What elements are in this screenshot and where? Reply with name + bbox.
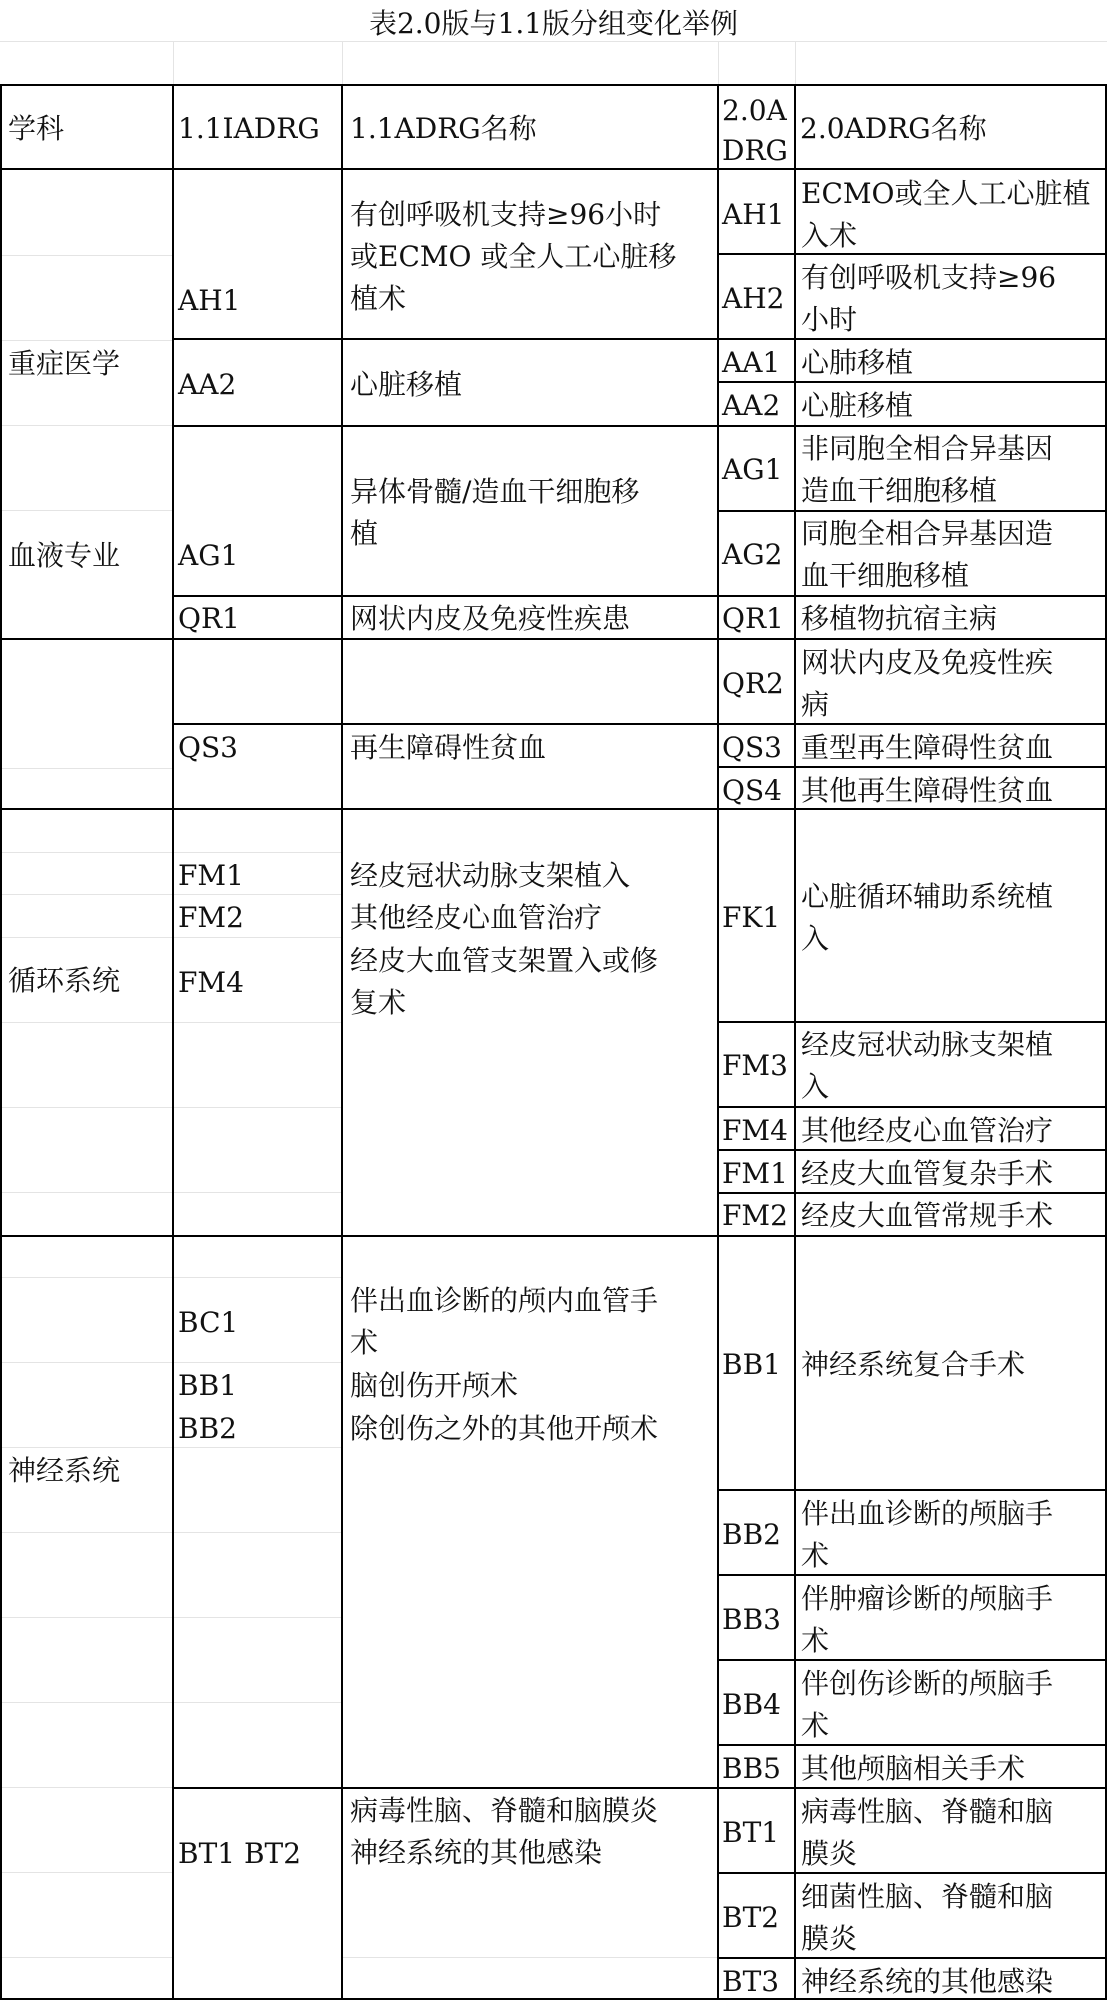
v11-name: 心脏移植 xyxy=(350,368,463,401)
v11-code: AH1 xyxy=(178,284,241,317)
v20-code: QS3 xyxy=(722,731,782,764)
v20-code: BB2 xyxy=(722,1518,781,1551)
v20-code: BB5 xyxy=(722,1752,781,1785)
header-v11-name: 1.1ADRG名称 xyxy=(350,112,537,145)
header-v20-name: 2.0ADRG名称 xyxy=(800,112,987,145)
v20-name: 术 xyxy=(801,1539,830,1572)
v11-name: 伴出血诊断的颅内血管手 xyxy=(350,1284,659,1317)
v20-name: 网状内皮及免疫性疾 xyxy=(801,646,1054,679)
v11-code: FM2 xyxy=(178,901,244,934)
v20-code: BT2 xyxy=(722,1901,780,1934)
v11-code: AA2 xyxy=(178,368,237,401)
header-v11-code: 1.1IADRG xyxy=(178,112,320,145)
v11-name: 经皮大血管支架置入或修 xyxy=(350,944,659,977)
v20-name: 血干细胞移植 xyxy=(801,559,970,592)
discipline-nervous: 神经系统 xyxy=(8,1454,121,1487)
v20-name: 心脏循环辅助系统植 xyxy=(801,880,1054,913)
header-discipline: 学科 xyxy=(8,112,65,145)
v20-name: 经皮大血管复杂手术 xyxy=(801,1157,1054,1190)
v20-name: 病 xyxy=(801,688,830,721)
v20-name: 伴肿瘤诊断的颅脑手 xyxy=(801,1582,1054,1615)
v11-name: 植术 xyxy=(350,282,407,315)
v11-code: FM4 xyxy=(178,966,244,999)
v20-code: BB1 xyxy=(722,1348,781,1381)
v20-code: QR1 xyxy=(722,602,784,635)
v20-name: 造血干细胞移植 xyxy=(801,474,998,507)
v11-name: 术 xyxy=(350,1326,379,1359)
v20-name: 同胞全相合异基因造 xyxy=(801,517,1054,550)
v11-name: 复术 xyxy=(350,986,407,1019)
v20-name: ECMO或全人工心脏植 xyxy=(801,177,1091,210)
v20-name: 细菌性脑、脊髓和脑 xyxy=(801,1880,1054,1913)
v20-code: AH2 xyxy=(722,282,785,315)
v20-code: AH1 xyxy=(722,198,785,231)
v11-name: 神经系统的其他感染 xyxy=(350,1836,603,1869)
v20-name: 伴创伤诊断的颅脑手 xyxy=(801,1667,1054,1700)
v11-code: BB2 xyxy=(178,1412,237,1445)
v11-name: 脑创伤开颅术 xyxy=(350,1369,519,1402)
v11-name: 或ECMO 或全人工心脏移 xyxy=(350,240,677,273)
v20-name: 经皮冠状动脉支架植 xyxy=(801,1028,1054,1061)
v20-code: BB4 xyxy=(722,1688,781,1721)
v20-code: FK1 xyxy=(722,901,781,934)
v20-name: 心肺移植 xyxy=(801,346,914,379)
v20-code: FM3 xyxy=(722,1049,788,1082)
v20-code: AA1 xyxy=(722,346,781,379)
v20-name: 神经系统复合手术 xyxy=(801,1348,1026,1381)
v11-code: BC1 xyxy=(178,1306,239,1339)
v11-code: QS3 xyxy=(178,731,238,764)
v20-name: 移植物抗宿主病 xyxy=(801,602,998,635)
v20-name: 有创呼吸机支持≥96 xyxy=(801,261,1057,294)
v20-name: 非同胞全相合异基因 xyxy=(801,432,1054,465)
table-title: 表2.0版与1.1版分组变化举例 xyxy=(368,7,739,40)
v20-name: 小时 xyxy=(801,303,858,336)
v20-code: QS4 xyxy=(722,774,782,807)
v11-name: 再生障碍性贫血 xyxy=(350,731,547,764)
v11-name: 植 xyxy=(350,517,379,550)
v11-name: 经皮冠状动脉支架植入 xyxy=(350,859,631,892)
v11-code: BB1 xyxy=(178,1369,237,1402)
v20-code: FM1 xyxy=(722,1157,788,1190)
v20-code: BT3 xyxy=(722,1965,780,1998)
v11-code: QR1 xyxy=(178,602,240,635)
v11-name: 有创呼吸机支持≥96小时 xyxy=(350,198,662,231)
header-v20-code-line2: DRG xyxy=(722,134,788,167)
v20-name: 术 xyxy=(801,1624,830,1657)
v20-name: 心脏移植 xyxy=(801,389,914,422)
discipline-circulatory: 循环系统 xyxy=(8,964,121,997)
v20-name: 神经系统的其他感染 xyxy=(801,1965,1054,1998)
v11-code: FM1 xyxy=(178,859,244,892)
v20-name: 病毒性脑、脊髓和脑 xyxy=(801,1795,1054,1828)
v20-name: 膜炎 xyxy=(801,1837,858,1870)
v20-code: BT1 xyxy=(722,1816,780,1849)
v20-name: 入 xyxy=(801,922,830,955)
v20-code: QR2 xyxy=(722,667,784,700)
v20-name: 术 xyxy=(801,1709,830,1742)
v11-name: 其他经皮心血管治疗 xyxy=(350,901,603,934)
v20-code: AA2 xyxy=(722,389,781,422)
v11-code: AG1 xyxy=(178,539,239,572)
discipline-hematology: 血液专业 xyxy=(8,539,121,572)
v20-name: 重型再生障碍性贫血 xyxy=(801,731,1054,764)
v20-code: AG2 xyxy=(722,538,783,571)
v20-name: 其他颅脑相关手术 xyxy=(801,1752,1026,1785)
v20-code: AG1 xyxy=(722,453,783,486)
header-v20-code-line1: 2.0A xyxy=(722,94,787,127)
v20-name: 入术 xyxy=(801,219,858,252)
v20-code: BB3 xyxy=(722,1603,781,1636)
v11-code: BT1 BT2 xyxy=(178,1837,302,1870)
v20-name: 膜炎 xyxy=(801,1922,858,1955)
v20-name: 其他经皮心血管治疗 xyxy=(801,1114,1054,1147)
discipline-critical-care: 重症医学 xyxy=(8,347,121,380)
v11-name: 异体骨髓/造血干细胞移 xyxy=(350,475,640,508)
v20-name: 伴出血诊断的颅脑手 xyxy=(801,1497,1054,1530)
v20-name: 入 xyxy=(801,1070,830,1103)
v20-code: FM2 xyxy=(722,1199,788,1232)
v20-name: 经皮大血管常规手术 xyxy=(801,1199,1054,1232)
v11-name: 病毒性脑、脊髓和脑膜炎 xyxy=(350,1794,659,1827)
v20-name: 其他再生障碍性贫血 xyxy=(801,774,1054,807)
v11-name: 除创伤之外的其他开颅术 xyxy=(350,1412,659,1445)
v11-name: 网状内皮及免疫性疾患 xyxy=(350,602,631,635)
v20-code: FM4 xyxy=(722,1114,788,1147)
